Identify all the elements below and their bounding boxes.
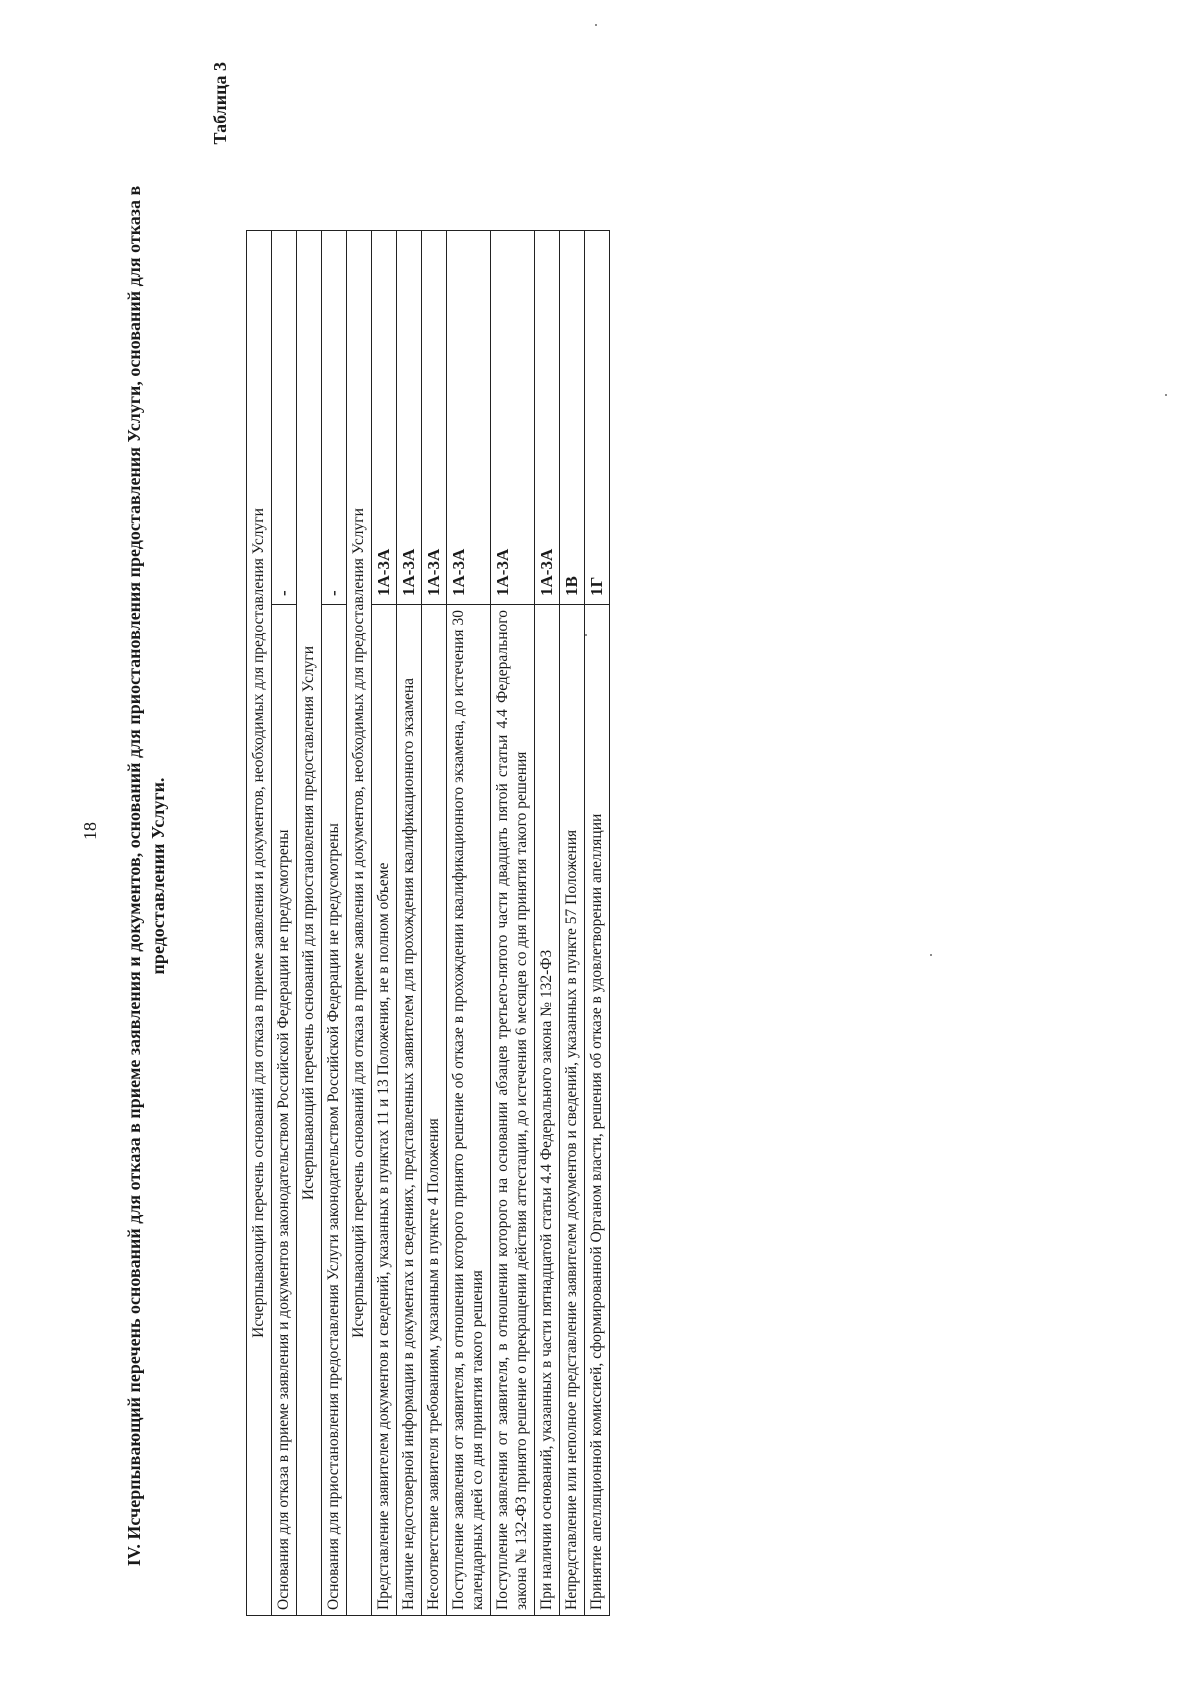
section-row (297, 231, 322, 1616)
ground-code: 1А-3А (372, 231, 397, 605)
page-number: 18 (80, 822, 100, 840)
ground-text: Наличие недостоверной информации в документах и сведениях, представленных заявителем для прохождения квалификационного экзамена (397, 605, 422, 1616)
table-row (491, 231, 535, 1616)
table-row (397, 231, 422, 1616)
ground-code: - (322, 231, 347, 605)
ground-text: При наличии оснований, указанных в части пятнадцатой статьи 4.4 Федерального закона № 132-ФЗ (535, 605, 560, 1616)
table-row (535, 231, 560, 1616)
section-title: Исчерпывающий перечень оснований для отказа в приеме заявления и документов, необходимых для предоставления Услуги (347, 231, 372, 1616)
ground-text: Непредставление или неполное представление заявителем документов и сведений, указанных в пункте 57 Положения (560, 605, 585, 1616)
table-row (447, 231, 491, 1616)
scan-speck (595, 24, 597, 26)
table-row (422, 231, 447, 1616)
table-row (322, 231, 347, 1616)
ground-text: Несоответствие заявителя требованиям, указанным в пункте 4 Положения (422, 605, 447, 1616)
ground-text: Представление заявителем документов и сведений, указанных в пунктах 11 и 13 Положения, не в полном объеме (372, 605, 397, 1616)
ground-code: 1В (560, 231, 585, 605)
ground-code: 1Г (585, 231, 610, 605)
ground-code: 1А-3А (397, 231, 422, 605)
ground-text: Основания для приостановления предоставления Услуги законодательством Российской Федерации не предусмотрены (322, 605, 347, 1616)
section-title: Исчерпывающий перечень оснований для приостановления предоставления Услуги (297, 231, 322, 1616)
ground-text: Принятие апелляционной комиссией, сформированной Органом власти, решения об отказе в удовлетворении апелляции (585, 605, 610, 1616)
table-row (372, 231, 397, 1616)
section-heading: IV. Исчерпывающий перечень оснований для отказа в приеме заявления и документов, оснований для приостановления предоставления Услуги, оснований для отказа в предоставлении Услуги. (124, 185, 168, 1567)
ground-code: 1А-3А (535, 231, 560, 605)
scan-speck (585, 634, 587, 636)
table-row (585, 231, 610, 1616)
ground-text: Поступление заявления от заявителя, в отношении которого на основании абзацев третьего-пятого части двадцать пятой статьи 4.4 Федерального закона № 132-ФЗ принято решение о прекращении действия аттестации, до истечения 6 месяцев со дня принятия такого решения (491, 605, 535, 1616)
scan-speck (930, 954, 932, 956)
section-row (247, 231, 272, 1616)
ground-code: 1А-3А (491, 231, 535, 605)
ground-text: Поступление заявления от заявителя, в отношении которого принято решение об отказе в прохождении квалификационного экзамена, до истечения 30 календарных дней со дня принятия такого решения (447, 605, 491, 1616)
grounds-table (246, 230, 610, 1616)
section-row (347, 231, 372, 1616)
ground-code: 1А-3А (447, 231, 491, 605)
table-row (272, 231, 297, 1616)
section-title: Исчерпывающий перечень оснований для отказа в приеме заявления и документов, необходимых для предоставления Услуги (247, 231, 272, 1616)
ground-code: - (272, 231, 297, 605)
ground-text: Основания для отказа в приеме заявления и документов законодательством Российской Федерации не предусмотрены (272, 605, 297, 1616)
table-label: Таблица 3 (210, 62, 230, 145)
ground-code: 1А-3А (422, 231, 447, 605)
scan-speck (1165, 394, 1167, 396)
table-row (560, 231, 585, 1616)
